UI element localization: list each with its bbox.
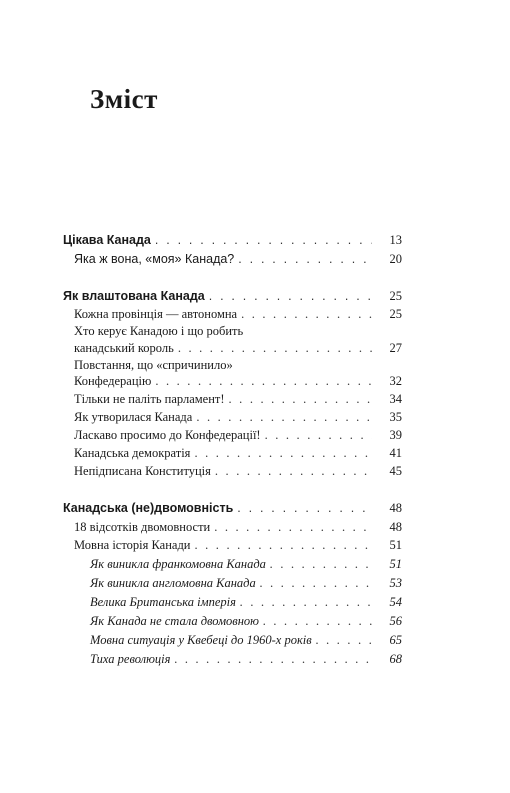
leader-dots (265, 427, 372, 444)
toc-entry-first-line[interactable]: Хто керує Канадою і що робить (74, 324, 244, 338)
toc-subentry[interactable] (90, 613, 402, 630)
leader-dots (214, 519, 372, 536)
toc-entry[interactable] (74, 519, 402, 536)
toc-entry-title: канадський король (74, 341, 174, 355)
toc-entry[interactable] (74, 391, 402, 408)
leader-dots (196, 409, 372, 426)
toc-entry[interactable] (74, 427, 402, 444)
toc-entry[interactable] (74, 306, 402, 323)
toc-entry[interactable] (74, 373, 402, 390)
toc-entry-title: Канадська (не)двомовність (63, 501, 234, 515)
toc-entry[interactable] (74, 251, 402, 268)
toc-page-number: 51 (389, 557, 402, 571)
toc-subentry[interactable] (90, 632, 402, 649)
toc-entry-title: Кожна провінція — автономна (74, 307, 238, 321)
toc-entry-title: Ласкаво просимо до Конфедерації! (74, 428, 261, 442)
toc-entry-title: Велика Британська імперія (90, 595, 236, 609)
toc-entry-title: Цікава Канада (63, 233, 151, 247)
toc-entry-title: Як виникла франкомовна Канада (90, 557, 266, 571)
toc-page-number: 56 (389, 614, 402, 628)
toc-entry-first-line[interactable]: Повстання, що «спричинило» (74, 358, 233, 372)
leader-dots (237, 500, 372, 517)
leader-dots (240, 594, 372, 611)
toc-entry-title: Тільки не паліть парламент! (74, 392, 225, 406)
toc-page-number: 32 (389, 374, 402, 388)
toc-entry-title: Мовна ситуація у Квебеці до 1960-х років (90, 633, 312, 647)
toc-subentry[interactable] (90, 594, 402, 611)
leader-dots (194, 445, 372, 462)
toc-page-number: 53 (389, 576, 402, 590)
toc-entry[interactable] (74, 537, 402, 554)
leader-dots (238, 251, 372, 268)
toc-entry-title: 18 відсотків двомовности (74, 520, 211, 534)
toc-subentry[interactable] (90, 575, 402, 592)
toc-entry-title: Канадська демократія (74, 446, 191, 460)
toc-page-number: 54 (389, 595, 402, 609)
toc-page-number: 68 (389, 652, 402, 666)
toc-entry-title: Як утворилася Канада (74, 410, 193, 424)
leader-dots (270, 556, 372, 573)
toc-page-number: 20 (389, 252, 402, 266)
toc-entry[interactable] (74, 409, 402, 426)
leader-dots (174, 651, 372, 668)
toc-page-number: 51 (389, 538, 402, 552)
leader-dots (209, 288, 372, 305)
leader-dots (229, 391, 372, 408)
toc-page-number: 65 (389, 633, 402, 647)
toc-entry-title: Як Канада не стала двомовною (90, 614, 259, 628)
toc-page-number: 27 (389, 341, 402, 355)
toc-page-number: 25 (389, 289, 402, 303)
toc-page-number: 34 (389, 392, 402, 406)
toc-entry[interactable] (74, 445, 402, 462)
toc-entry-title: Яка ж вона, «моя» Канада? (74, 252, 235, 266)
toc-page-number: 39 (389, 428, 402, 442)
toc-entry-title: Як влаштована Канада (63, 289, 205, 303)
toc-page-number: 48 (389, 501, 402, 515)
toc-subentry[interactable] (90, 651, 402, 668)
leader-dots (195, 537, 373, 554)
toc-section-heading[interactable] (63, 500, 402, 517)
toc-page-number: 41 (389, 446, 402, 460)
toc-entry[interactable] (74, 463, 402, 480)
toc-entry-title: Тиха революція (90, 652, 171, 666)
leader-dots (155, 232, 372, 249)
toc-entry-title: Конфедерацію (74, 374, 152, 388)
toc-entry-title: Мовна історія Канади (74, 538, 191, 552)
toc-entry-title: Непідписана Конституція (74, 464, 211, 478)
leader-dots (215, 463, 372, 480)
toc-page-number: 25 (389, 307, 402, 321)
leader-dots (316, 632, 372, 649)
page-title: Зміст (90, 84, 158, 114)
toc-page-number: 45 (389, 464, 402, 478)
toc-page-number: 13 (389, 233, 402, 247)
leader-dots (178, 340, 372, 357)
leader-dots (260, 575, 372, 592)
toc-page-number: 48 (389, 520, 402, 534)
toc-entry-title: Як виникла англомовна Канада (90, 576, 256, 590)
leader-dots (263, 613, 372, 630)
leader-dots (241, 306, 372, 323)
toc-section-heading[interactable] (63, 288, 402, 305)
toc-page-number: 35 (389, 410, 402, 424)
toc-section-heading[interactable] (63, 232, 402, 249)
leader-dots (155, 373, 372, 390)
toc-subentry[interactable] (90, 556, 402, 573)
toc-entry[interactable] (74, 340, 402, 357)
